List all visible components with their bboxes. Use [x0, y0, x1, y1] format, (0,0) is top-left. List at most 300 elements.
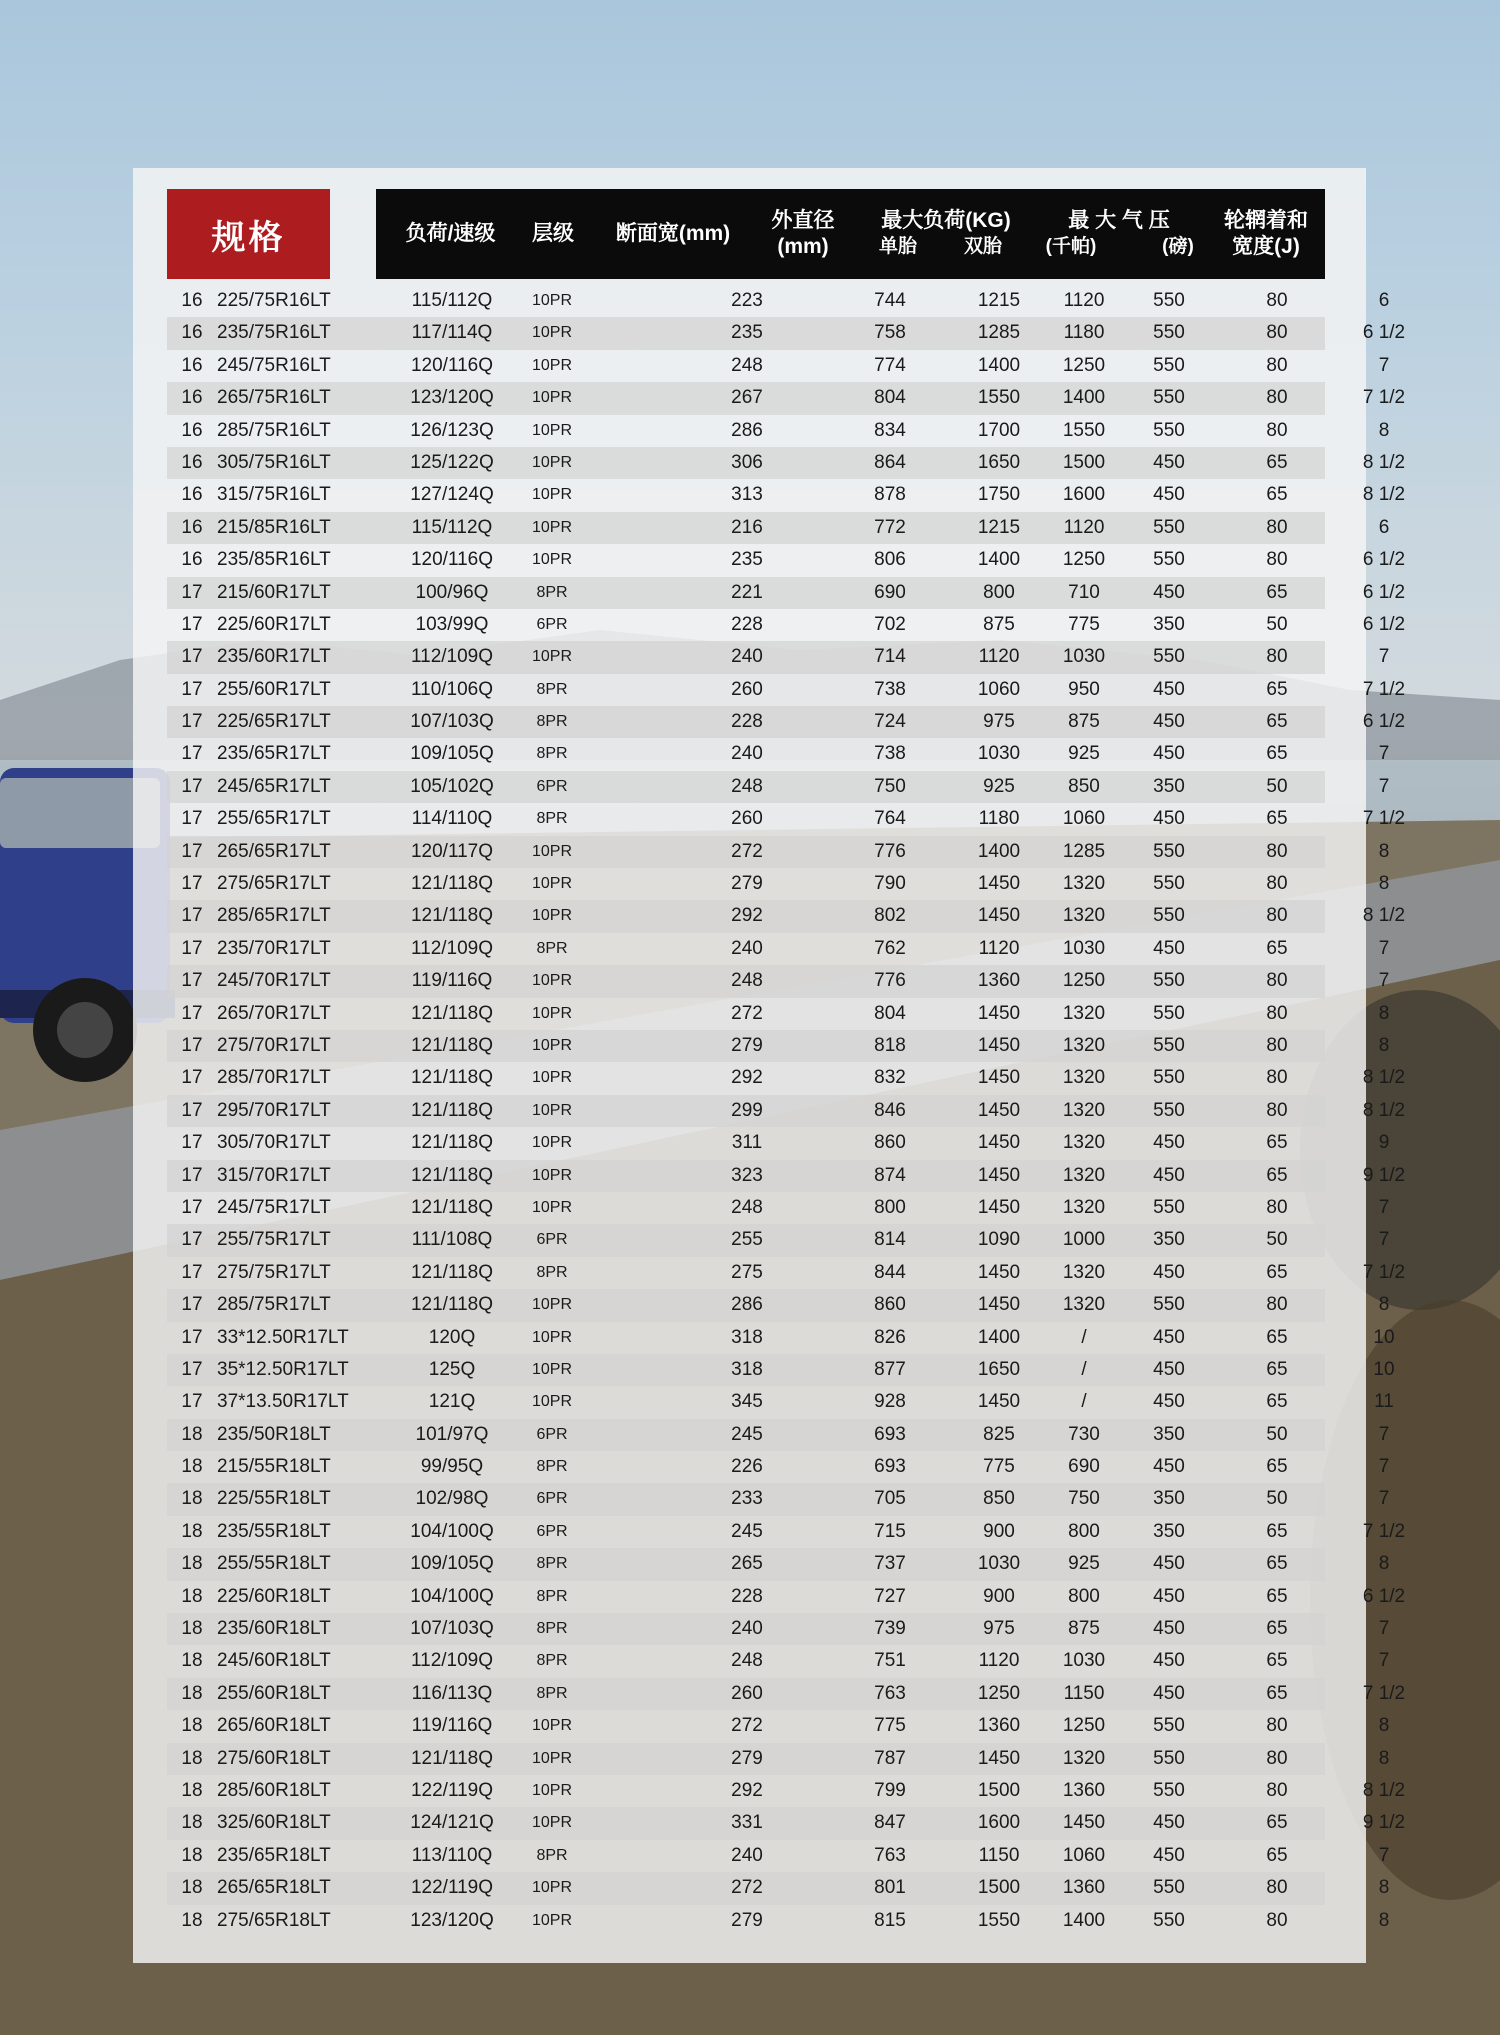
max-load-single-cell-text: 1030	[977, 1553, 1021, 1575]
section-width-cell-text: 240	[731, 743, 763, 765]
ply-rating-cell: 8PR	[536, 1652, 568, 1670]
max-load-dual-cell-text: 1320	[1062, 1261, 1106, 1283]
max-load-dual-cell-text: 1360	[1062, 1877, 1106, 1899]
table-row	[167, 1062, 1406, 1094]
rim-width-cell-text: 8	[1378, 1002, 1390, 1024]
max-pressure-kpa-cell-text: 450	[1153, 1618, 1185, 1640]
max-load-single-cell-text: 1400	[977, 354, 1021, 376]
max-load-single-cell-text: 1400	[977, 1326, 1021, 1348]
load-speed-cell: 123/120Q	[410, 387, 494, 409]
rim-width-cell-text: 8 1/2	[1362, 905, 1406, 927]
rim-width-cell-text: 7	[1378, 1423, 1390, 1445]
tire-size-cell: 285/70R17LT	[217, 1067, 331, 1089]
ply-rating-cell: 10PR	[531, 1069, 573, 1087]
ply-rating-cell: 10PR	[531, 324, 573, 342]
max-load-single-cell-text: 1285	[977, 322, 1021, 344]
overall-diameter-cell-text: 744	[874, 290, 906, 311]
max-load-dual-cell-text: 1320	[1062, 1164, 1106, 1186]
max-pressure-psi-cell-text: 80	[1266, 1779, 1288, 1801]
section-width-cell-text: 260	[731, 808, 763, 830]
ply-rating-cell: 10PR	[531, 1328, 573, 1346]
rim-width-cell-text: 10	[1373, 1326, 1395, 1348]
max-load-single-cell-text: 1450	[977, 1294, 1021, 1316]
overall-diameter-cell-text: 799	[874, 1779, 906, 1801]
rim-diameter-cell: 17	[181, 1294, 203, 1316]
max-load-single-cell-text: 1120	[978, 937, 1020, 959]
max-pressure-kpa-cell-text: 450	[1153, 1585, 1185, 1607]
rim-width-cell-text: 6 1/2	[1362, 581, 1406, 603]
ply-rating-cell: 10PR	[531, 1101, 573, 1119]
max-load-single-cell-text: 875	[983, 613, 1015, 635]
tire-size-cell: 255/75R17LT	[217, 1229, 331, 1251]
max-load-dual-cell-text: 710	[1068, 581, 1100, 603]
max-load-single-cell-text: 1090	[977, 1229, 1021, 1251]
max-pressure-psi-cell-text: 80	[1266, 1034, 1288, 1056]
tire-size-cell: 235/70R17LT	[217, 937, 331, 959]
max-load-dual-cell-text: 1285	[1062, 840, 1106, 862]
max-load-dual-cell-text: 1400	[1062, 1909, 1106, 1931]
max-load-dual-cell-text: 1320	[1062, 1294, 1106, 1316]
max-load-single-cell-text: 1650	[977, 451, 1021, 473]
load-speed-cell: 121/118Q	[410, 1002, 494, 1024]
max-load-dual-cell-text: 1060	[1062, 1844, 1106, 1866]
max-load-dual-cell-text: 1360	[1062, 1779, 1106, 1801]
max-load-dual-cell-text: 1500	[1062, 451, 1106, 473]
max-pressure-kpa-cell-text: 550	[1153, 1294, 1185, 1316]
load-speed-cell: 121/118Q	[410, 1034, 494, 1056]
section-width-cell-text: 245	[731, 1423, 763, 1445]
rim-width-cell-text: 7	[1378, 354, 1390, 376]
table-row	[167, 479, 1406, 511]
rim-width-cell-text: 7	[1378, 1844, 1390, 1866]
tire-size-cell: 285/75R16LT	[217, 419, 331, 441]
max-load-single-cell-text: 1250	[977, 1682, 1021, 1704]
header-kpa: (千帕)	[1045, 236, 1097, 257]
ply-rating-cell: 10PR	[531, 389, 573, 407]
max-load-single-cell-text: 1060	[977, 678, 1021, 700]
max-pressure-psi-cell-text: 50	[1266, 775, 1288, 797]
table-row	[167, 998, 1390, 1030]
overall-diameter-cell-text: 763	[874, 1682, 906, 1704]
max-load-single-cell-text: 1450	[977, 1747, 1021, 1769]
tire-size-cell: 285/65R17LT	[217, 905, 331, 927]
rim-diameter-cell: 18	[181, 1844, 203, 1866]
tire-size-cell: 265/65R18LT	[217, 1877, 331, 1899]
max-pressure-psi-cell-text: 65	[1266, 1520, 1288, 1542]
max-load-single-cell-text: 1600	[977, 1812, 1021, 1834]
rim-diameter-cell: 17	[181, 1164, 203, 1186]
rim-width-cell-text: 10	[1373, 1358, 1395, 1380]
max-load-single-cell-text: 900	[983, 1585, 1015, 1607]
rim-diameter-cell: 17	[181, 840, 203, 862]
max-load-dual-cell-text: 1320	[1062, 1747, 1106, 1769]
rim-diameter-cell: 17	[181, 1326, 203, 1348]
ply-rating-cell: 6PR	[536, 615, 568, 633]
ply-rating-cell: 8PR	[536, 583, 568, 601]
ply-rating-cell: 10PR	[531, 551, 573, 569]
load-speed-cell: 105/102Q	[410, 775, 494, 797]
max-pressure-psi-cell-text: 80	[1266, 322, 1288, 344]
max-pressure-psi-cell-text: 80	[1266, 1294, 1288, 1316]
load-speed-cell: 121/118Q	[410, 873, 494, 895]
tire-size-cell: 235/65R18LT	[217, 1844, 331, 1866]
max-pressure-psi-cell-text: 65	[1266, 711, 1288, 733]
rim-width-cell-text: 9 1/2	[1362, 1812, 1406, 1834]
rim-width-cell-text: 7 1/2	[1362, 808, 1406, 830]
section-width-cell-text: 279	[731, 1747, 763, 1769]
max-load-dual-cell-text: 1320	[1062, 1034, 1106, 1056]
rim-diameter-cell: 18	[181, 1715, 203, 1737]
ply-rating-cell: 10PR	[531, 907, 573, 925]
rim-width-cell-text: 6 1/2	[1362, 613, 1406, 635]
load-speed-cell: 126/123Q	[410, 419, 494, 441]
tire-size-cell: 225/55R18LT	[217, 1488, 331, 1510]
section-width-cell-text: 272	[731, 1002, 763, 1024]
rim-width-cell-text: 9	[1378, 1132, 1390, 1154]
rim-width-cell-text: 7	[1378, 1456, 1390, 1478]
section-width-cell-text: 223	[731, 290, 763, 311]
table-row	[167, 641, 1390, 673]
rim-width-cell-text: 8	[1378, 1747, 1390, 1769]
tire-size-cell: 33*12.50R17LT	[217, 1326, 349, 1348]
section-width-cell-text: 292	[731, 1779, 763, 1801]
table-row	[167, 609, 1406, 641]
header-max-pressure: 最 大 气 压	[1068, 209, 1170, 232]
load-speed-cell: 116/113Q	[411, 1682, 493, 1704]
overall-diameter-cell-text: 739	[874, 1618, 906, 1640]
table-row	[167, 382, 1406, 414]
load-speed-cell: 115/112Q	[411, 516, 493, 538]
max-pressure-psi-cell-text: 80	[1266, 1002, 1288, 1024]
section-width-cell-text: 275	[731, 1261, 763, 1283]
max-pressure-kpa-cell-text: 550	[1153, 387, 1185, 409]
max-pressure-kpa-cell-text: 550	[1153, 1909, 1185, 1931]
load-speed-cell: 104/100Q	[410, 1520, 494, 1542]
table-row	[167, 1516, 1406, 1548]
rim-width-cell-text: 8	[1378, 1294, 1390, 1316]
rim-width-cell-text: 6 1/2	[1362, 322, 1406, 344]
overall-diameter-cell-text: 776	[874, 970, 906, 992]
load-speed-cell: 110/106Q	[410, 678, 494, 700]
max-load-single-cell-text: 1400	[977, 549, 1021, 571]
header-section-width: 断面宽(mm)	[615, 222, 731, 245]
table-row	[167, 706, 1406, 738]
ply-rating-cell: 8PR	[536, 1846, 568, 1864]
max-pressure-psi-cell-text: 80	[1266, 1715, 1288, 1737]
section-width-cell-text: 272	[731, 1877, 763, 1899]
overall-diameter-cell-text: 776	[874, 840, 906, 862]
max-load-single-cell-text: 1550	[977, 387, 1021, 409]
max-load-single-cell-text: 825	[983, 1423, 1015, 1445]
table-row	[167, 1548, 1390, 1580]
table-row	[167, 1872, 1390, 1904]
rim-diameter-cell: 16	[181, 290, 203, 311]
max-pressure-kpa-cell-text: 450	[1153, 1682, 1185, 1704]
load-speed-cell: 107/103Q	[410, 1618, 494, 1640]
overall-diameter-cell-text: 834	[874, 419, 906, 441]
load-speed-cell: 121/118Q	[410, 1294, 494, 1316]
tire-size-cell: 245/75R16LT	[217, 354, 331, 376]
overall-diameter-cell-text: 764	[874, 808, 906, 830]
load-speed-cell: 119/116Q	[411, 1715, 493, 1737]
load-speed-cell: 127/124Q	[410, 484, 494, 506]
max-load-dual-cell-text: 730	[1068, 1423, 1100, 1445]
overall-diameter-cell-text: 724	[874, 711, 906, 733]
section-width-cell-text: 286	[731, 419, 763, 441]
tire-size-cell: 275/75R17LT	[217, 1261, 331, 1283]
rim-diameter-cell: 17	[181, 743, 203, 765]
max-pressure-kpa-cell-text: 550	[1153, 1034, 1185, 1056]
max-pressure-kpa-cell-text: 450	[1153, 1812, 1185, 1834]
section-width-cell-text: 255	[731, 1229, 763, 1251]
table-row	[167, 1419, 1390, 1451]
tire-size-cell: 235/55R18LT	[217, 1520, 331, 1542]
max-load-single-cell-text: 1360	[977, 1715, 1021, 1737]
max-load-dual-cell-text: 690	[1068, 1456, 1100, 1478]
max-pressure-psi-cell-text: 65	[1266, 1456, 1288, 1478]
max-load-single-cell-text: 1400	[977, 840, 1021, 862]
max-load-single-cell-text: 1215	[977, 516, 1021, 538]
section-width-cell-text: 279	[731, 1034, 763, 1056]
ply-rating-cell: 8PR	[536, 1555, 568, 1573]
overall-diameter-cell-text: 693	[874, 1423, 906, 1445]
max-pressure-psi-cell-text: 65	[1266, 743, 1288, 765]
max-load-single-cell-text: 1500	[977, 1779, 1021, 1801]
overall-diameter-cell-text: 800	[874, 1196, 906, 1218]
ply-rating-cell: 10PR	[531, 1717, 573, 1735]
header-rim-width: 轮辋着和	[1224, 209, 1308, 232]
max-load-dual-cell-text: 1320	[1062, 873, 1106, 895]
tire-size-cell: 265/75R16LT	[217, 387, 331, 409]
section-width-cell-text: 248	[731, 1650, 763, 1672]
max-load-single-cell-text: 1120	[978, 646, 1020, 668]
max-pressure-kpa-cell-text: 450	[1153, 1261, 1185, 1283]
max-load-single-cell-text: 1700	[977, 419, 1021, 441]
table-row	[167, 933, 1390, 965]
tire-size-cell: 235/60R17LT	[217, 646, 331, 668]
rim-diameter-cell: 18	[181, 1747, 203, 1769]
rim-diameter-cell: 16	[181, 387, 203, 409]
table-row	[167, 285, 1390, 317]
load-speed-cell: 109/105Q	[410, 1553, 494, 1575]
header-rim-width-unit: 宽度(J)	[1232, 235, 1300, 258]
max-pressure-psi-cell-text: 50	[1266, 613, 1288, 635]
section-width-cell-text: 240	[731, 1844, 763, 1866]
overall-diameter-cell-text: 860	[874, 1132, 906, 1154]
overall-diameter-cell-text: 928	[874, 1391, 906, 1413]
tire-size-cell: 245/70R17LT	[217, 970, 331, 992]
rim-diameter-cell: 18	[181, 1812, 203, 1834]
ply-rating-cell: 10PR	[531, 1134, 573, 1152]
rim-width-cell-text: 9 1/2	[1362, 1164, 1406, 1186]
ply-rating-cell: 10PR	[531, 453, 573, 471]
load-speed-cell: 112/109Q	[410, 937, 494, 959]
rim-width-cell-text: 6 1/2	[1362, 549, 1406, 571]
max-pressure-kpa-cell-text: 450	[1153, 1326, 1185, 1348]
rim-width-cell-text: 8	[1378, 1034, 1390, 1056]
rim-width-cell-text: 8	[1378, 1553, 1390, 1575]
tire-size-cell: 325/60R18LT	[217, 1812, 331, 1834]
max-pressure-psi-cell-text: 50	[1266, 1488, 1288, 1510]
rim-width-cell-text: 7	[1378, 1196, 1390, 1218]
load-speed-cell: 122/119Q	[410, 1779, 494, 1801]
tire-size-cell: 235/60R18LT	[217, 1618, 331, 1640]
ply-rating-cell: 8PR	[536, 810, 568, 828]
tire-size-cell: 235/65R17LT	[217, 743, 331, 765]
rim-diameter-cell: 17	[181, 1099, 203, 1121]
max-load-single-cell-text: 1750	[977, 484, 1021, 506]
max-pressure-psi-cell-text: 65	[1266, 1844, 1288, 1866]
section-width-cell-text: 306	[731, 451, 763, 473]
tire-size-cell: 275/65R18LT	[217, 1909, 331, 1931]
max-pressure-kpa-cell-text: 550	[1153, 1779, 1185, 1801]
ply-rating-cell: 10PR	[531, 1004, 573, 1022]
max-pressure-kpa-cell-text: 550	[1153, 1067, 1185, 1089]
ply-rating-cell: 10PR	[531, 1360, 573, 1378]
rim-diameter-cell: 17	[181, 905, 203, 927]
overall-diameter-cell-text: 693	[874, 1456, 906, 1478]
overall-diameter-cell-text: 775	[874, 1715, 906, 1737]
rim-width-cell-text: 7	[1378, 1618, 1390, 1640]
tire-size-cell: 255/65R17LT	[217, 808, 331, 830]
rim-diameter-cell: 16	[181, 516, 203, 538]
section-width-cell-text: 245	[731, 1520, 763, 1542]
ply-rating-cell: 10PR	[531, 1749, 573, 1767]
ply-rating-cell: 10PR	[531, 875, 573, 893]
max-pressure-kpa-cell-text: 450	[1153, 678, 1185, 700]
max-load-single-cell-text: 1360	[977, 970, 1021, 992]
max-pressure-kpa-cell-text: 550	[1153, 290, 1185, 311]
max-pressure-kpa-cell-text: 450	[1153, 1164, 1185, 1186]
header-load-speed: 负荷/速级	[405, 222, 496, 245]
max-load-dual-cell-text: 1320	[1062, 1099, 1106, 1121]
ply-rating-cell: 10PR	[531, 292, 573, 309]
tire-size-cell: 35*12.50R17LT	[217, 1358, 349, 1380]
max-pressure-psi-cell-text: 65	[1266, 1358, 1288, 1380]
max-pressure-psi-cell-text: 80	[1266, 290, 1288, 311]
rim-width-cell-text: 7	[1378, 1650, 1390, 1672]
rim-width-cell-text: 8	[1378, 873, 1390, 895]
rim-width-cell-text: 8 1/2	[1362, 1099, 1406, 1121]
max-load-dual-cell-text: /	[1081, 1358, 1087, 1380]
tire-size-cell: 235/75R16LT	[217, 322, 331, 344]
tire-size-cell: 225/65R17LT	[217, 711, 331, 733]
section-width-cell-text: 248	[731, 1196, 763, 1218]
ply-rating-cell: 8PR	[536, 1458, 568, 1476]
max-load-single-cell-text: 800	[983, 581, 1015, 603]
tire-size-cell: 215/60R17LT	[217, 581, 331, 603]
rim-diameter-cell: 16	[181, 549, 203, 571]
rim-width-cell-text: 8	[1378, 1877, 1390, 1899]
max-pressure-kpa-cell-text: 450	[1153, 1132, 1185, 1154]
section-width-cell-text: 279	[731, 873, 763, 895]
overall-diameter-cell-text: 715	[874, 1520, 906, 1542]
load-speed-cell: 122/119Q	[410, 1877, 494, 1899]
section-width-cell-text: 323	[731, 1164, 763, 1186]
max-load-dual-cell-text: 875	[1068, 711, 1100, 733]
overall-diameter-cell-text: 818	[874, 1034, 906, 1056]
rim-diameter-cell: 17	[181, 1261, 203, 1283]
ply-rating-cell: 10PR	[531, 1781, 573, 1799]
overall-diameter-cell-text: 847	[874, 1812, 906, 1834]
tire-size-cell: 275/65R17LT	[217, 873, 331, 895]
overall-diameter-cell-text: 877	[874, 1358, 906, 1380]
max-pressure-psi-cell-text: 80	[1266, 873, 1288, 895]
max-pressure-kpa-cell-text: 550	[1153, 1877, 1185, 1899]
load-speed-cell: 121Q	[428, 1391, 476, 1413]
ply-rating-cell: 8PR	[536, 745, 568, 763]
table-row	[167, 1030, 1390, 1062]
max-pressure-psi-cell-text: 80	[1266, 1747, 1288, 1769]
ply-rating-cell: 6PR	[536, 1522, 568, 1540]
section-width-cell-text: 272	[731, 1715, 763, 1737]
max-pressure-kpa-cell-text: 450	[1153, 808, 1185, 830]
max-load-single-cell-text: 1650	[977, 1358, 1021, 1380]
table-row	[167, 771, 1390, 803]
table-row	[167, 674, 1406, 706]
rim-diameter-cell: 18	[181, 1423, 203, 1445]
rim-diameter-cell: 17	[181, 970, 203, 992]
load-speed-cell: 120/116Q	[410, 549, 494, 571]
rim-diameter-cell: 17	[181, 1067, 203, 1089]
max-load-single-cell-text: 1450	[977, 1196, 1021, 1218]
max-load-single-cell-text: 850	[983, 1488, 1015, 1510]
ply-rating-cell: 10PR	[531, 1296, 573, 1314]
max-load-single-cell-text: 925	[983, 775, 1015, 797]
max-pressure-kpa-cell-text: 350	[1153, 1229, 1185, 1251]
section-width-cell-text: 267	[731, 387, 763, 409]
max-load-dual-cell-text: 1320	[1062, 905, 1106, 927]
section-width-cell-text: 228	[731, 1585, 763, 1607]
rim-width-cell-text: 7	[1378, 1488, 1390, 1510]
max-load-dual-cell-text: 925	[1068, 743, 1100, 765]
section-width-cell-text: 240	[731, 646, 763, 668]
section-width-cell-text: 299	[731, 1099, 763, 1121]
rim-width-cell-text: 8 1/2	[1362, 1067, 1406, 1089]
max-load-single-cell-text: 1450	[977, 1002, 1021, 1024]
rim-diameter-cell: 16	[181, 419, 203, 441]
table-row	[167, 577, 1406, 609]
rim-diameter-cell: 17	[181, 1034, 203, 1056]
overall-diameter-cell-text: 844	[874, 1261, 906, 1283]
max-pressure-psi-cell-text: 65	[1266, 1391, 1288, 1413]
ply-rating-cell: 6PR	[536, 777, 568, 795]
load-speed-cell: 100/96Q	[415, 581, 489, 603]
header-max-load: 最大负荷(KG)	[881, 209, 1011, 232]
table-row	[167, 1743, 1390, 1775]
load-speed-cell: 125Q	[428, 1358, 476, 1380]
table-row	[167, 1289, 1390, 1321]
rim-width-cell-text: 6 1/2	[1362, 1585, 1406, 1607]
table-row	[167, 1322, 1395, 1354]
max-load-dual-cell-text: 1320	[1062, 1067, 1106, 1089]
rim-width-cell-text: 11	[1374, 1391, 1394, 1413]
overall-diameter-cell-text: 702	[874, 613, 906, 635]
max-pressure-kpa-cell-text: 450	[1153, 1391, 1185, 1413]
load-speed-cell: 124/121Q	[410, 1812, 494, 1834]
max-pressure-kpa-cell-text: 550	[1153, 1747, 1185, 1769]
max-pressure-kpa-cell-text: 550	[1153, 873, 1185, 895]
tire-size-cell: 225/75R16LT	[217, 290, 331, 311]
rim-width-cell-text: 8 1/2	[1362, 1779, 1406, 1801]
max-pressure-psi-cell-text: 65	[1266, 484, 1288, 506]
overall-diameter-cell-text: 878	[874, 484, 906, 506]
rim-diameter-cell: 18	[181, 1488, 203, 1510]
overall-diameter-cell-text: 874	[874, 1164, 906, 1186]
max-pressure-kpa-cell-text: 350	[1153, 1488, 1185, 1510]
rim-diameter-cell: 18	[181, 1779, 203, 1801]
tire-size-cell: 315/75R16LT	[217, 484, 331, 506]
